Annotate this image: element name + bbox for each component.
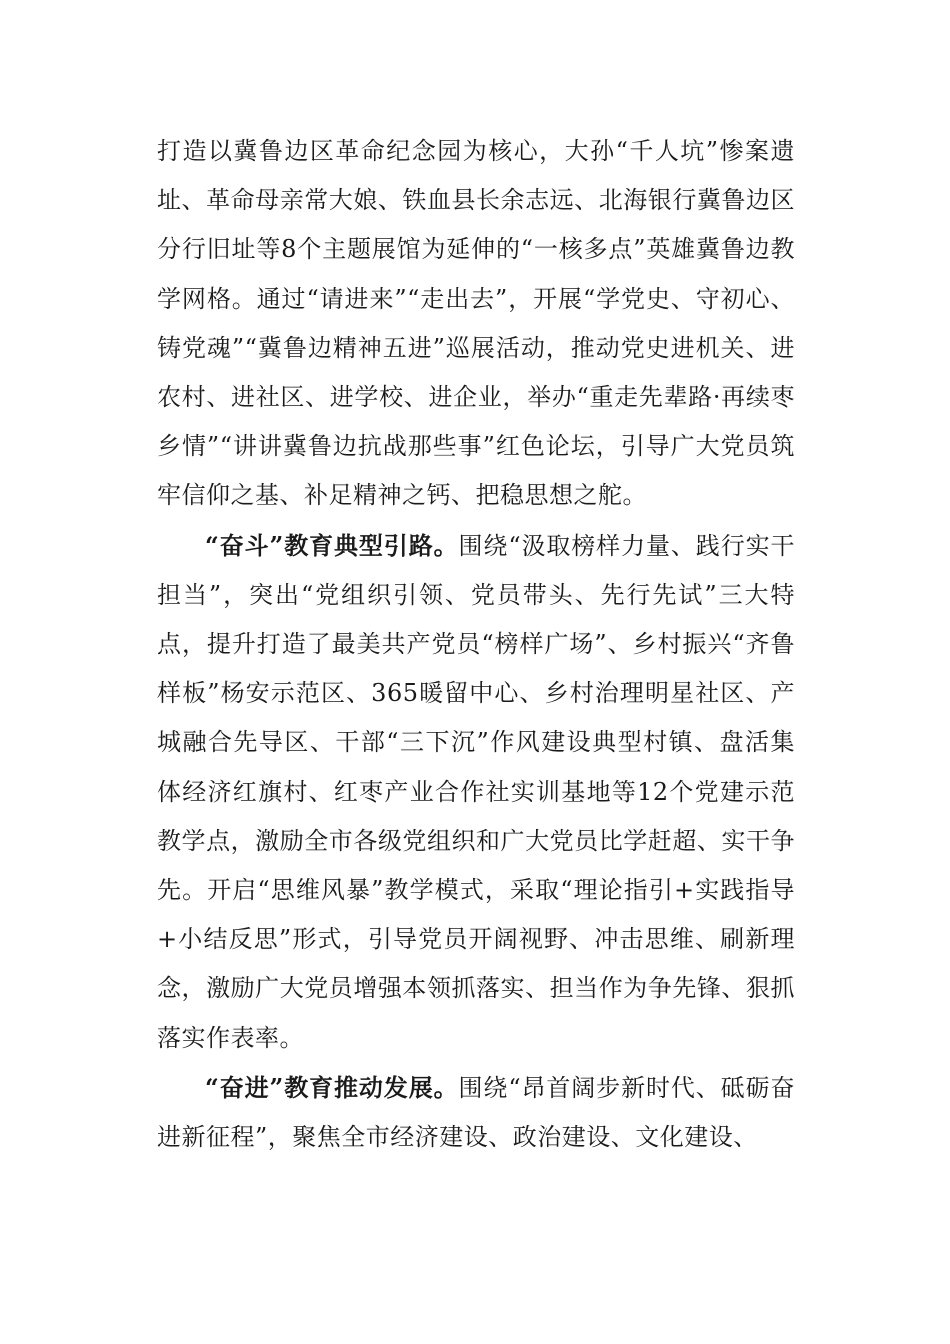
paragraph-3-text: 围绕“昂首阔步新时代、砥砺奋进新征程”，聚焦全市经济建设、政治建设、文化建设、 (157, 1073, 795, 1152)
paragraph-3-lead: “奋进”教育推动发展。 (205, 1072, 459, 1102)
paragraph-3 (157, 1063, 795, 1162)
paragraph-2 (157, 521, 795, 1063)
paragraph-2-lead: “奋斗”教育典型引路。 (205, 530, 459, 560)
paragraph-2-text: 围绕“汲取榜样力量、践行实干担当”，突出“党组织引领、党员带头、先行先试”三大特点，提升打造了最美共产党员“榜样广场”、乡村振兴“齐鲁样板”杨安示范区、365暖留中心、乡村治理明星社区、产城融合先导区、干部“三下沉”作风建设典型村镇、盘活集体经济红旗村、红枣产业合作社实训基地等12个党建示范教学点，激励全市各级党组织和广大党员比学赶超、实干争先。开启“思维风暴”教学模式，采取“理论指引+实践指导+小结反思”形式，引导党员开阔视野、冲击思维、刷新理念，激励广大党员增强本领抓落实、担当作为争先锋、狠抓落实作表率。 (157, 531, 795, 1052)
document-body (157, 126, 795, 1162)
paragraph-1 (157, 126, 795, 521)
paragraph-1-text: 打造以冀鲁边区革命纪念园为核心，大孙“千人坑”惨案遗址、革命母亲常大娘、铁血县长余志远、北海银行冀鲁边区分行旧址等8个主题展馆为延伸的“一核多点”英雄冀鲁边教学网格。通过“请进来”“走出去”，开展“学党史、守初心、铸党魂”“冀鲁边精神五进”巡展活动，推动党史进机关、进农村、进社区、进学校、进企业，举办“重走先辈路·再续枣乡情”“讲讲冀鲁边抗战那些事”红色论坛，引导广大党员筑牢信仰之基、补足精神之钙、把稳思想之舵。 (157, 137, 795, 510)
